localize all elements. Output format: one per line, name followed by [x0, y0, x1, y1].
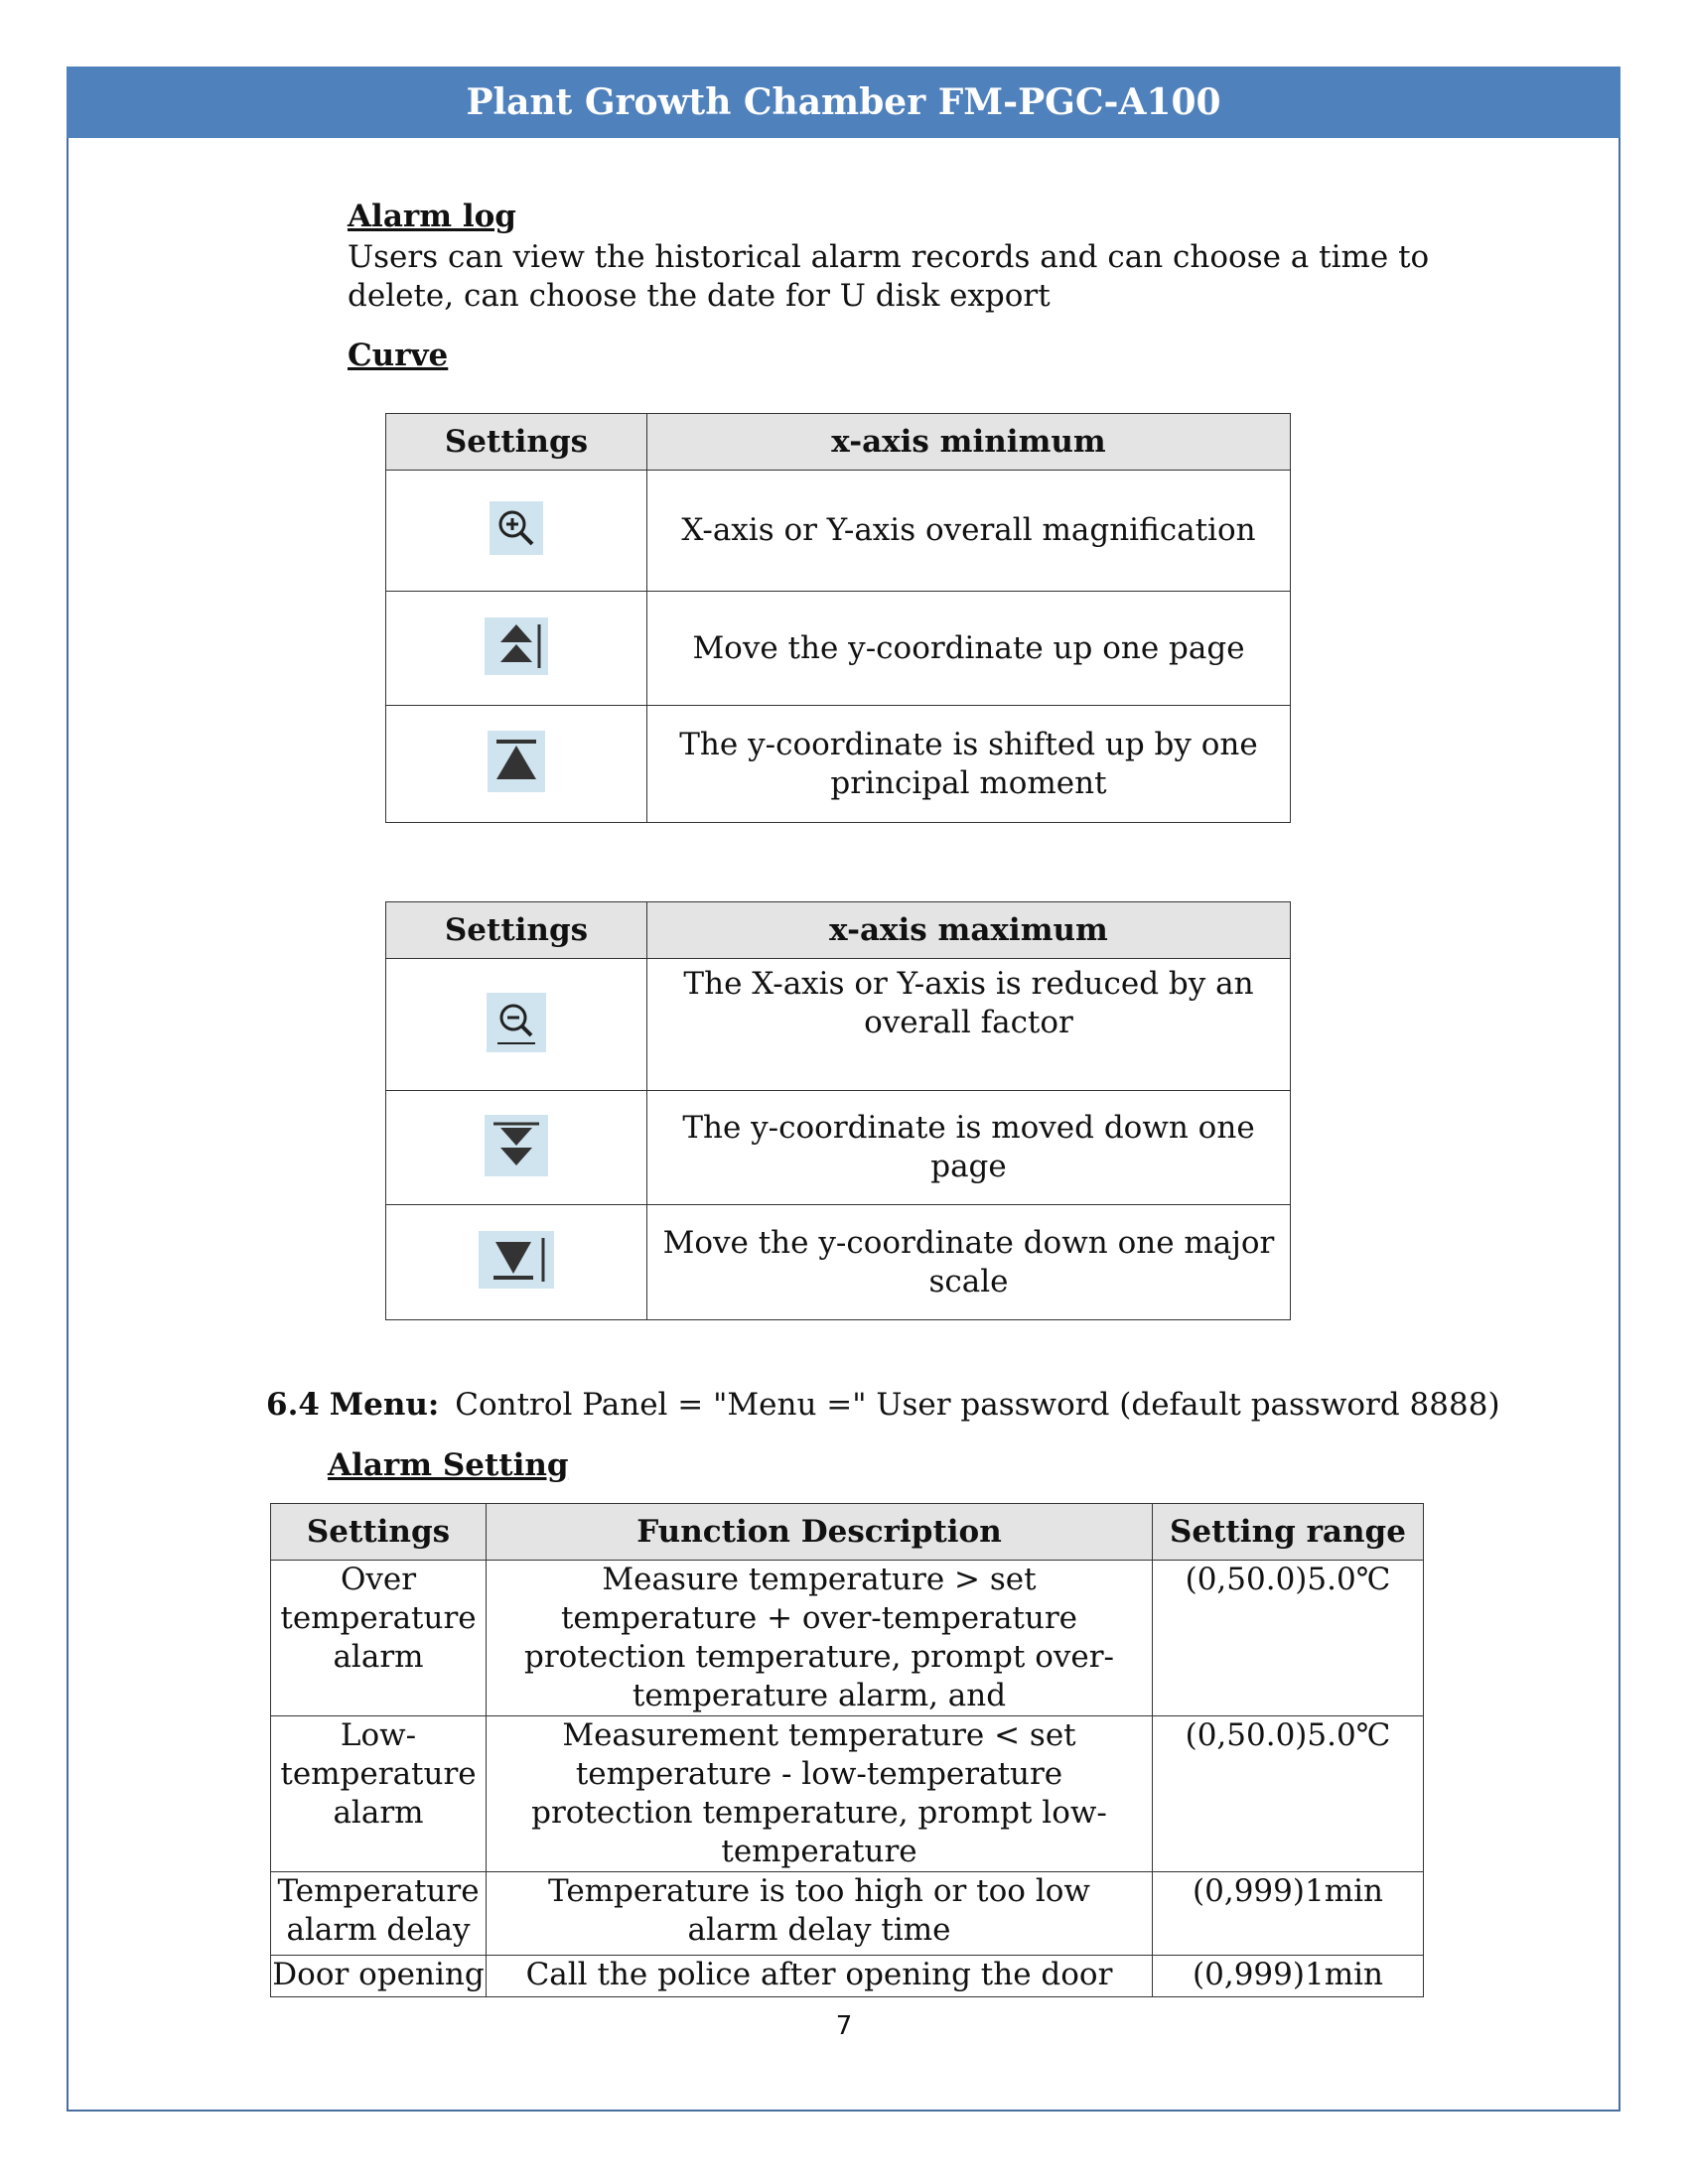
- table-row: [271, 1561, 1424, 1716]
- row-description: The y-coordinate is shifted up by one principal moment: [647, 706, 1291, 823]
- table-row: [386, 959, 1291, 1091]
- table-row: [271, 1872, 1424, 1956]
- setting-range: (0,999)1min: [1153, 1872, 1424, 1956]
- function-description: Measure temperature > set temperature + over-temperature protection temperature, prompt over-temperature alarm, and: [487, 1561, 1153, 1716]
- up-to-top-icon: [488, 731, 545, 792]
- table-row: [386, 471, 1291, 592]
- function-description: Measurement temperature < set temperature - low-temperature protection temperature, prompt low-temperature: [487, 1716, 1153, 1872]
- page-number: 7: [835, 2011, 853, 2041]
- setting-name: Over temperature alarm: [271, 1561, 487, 1716]
- menu-label: Menu:: [329, 1387, 440, 1423]
- function-description: Call the police after opening the door: [487, 1956, 1153, 1997]
- row-description: The y-coordinate is moved down one page: [647, 1091, 1291, 1205]
- down-to-bottom-icon: [479, 1231, 554, 1289]
- menu-line: [266, 1386, 1500, 1425]
- row-description: X-axis or Y-axis overall magnification: [647, 471, 1291, 592]
- table-header: x-axis maximum: [647, 902, 1291, 959]
- row-description: Move the y-coordinate up one page: [647, 592, 1291, 706]
- table-row: [271, 1956, 1424, 1997]
- table-row: [386, 592, 1291, 706]
- table-header: Settings: [386, 414, 647, 471]
- page-header: Plant Growth Chamber FM-PGC-A100: [67, 67, 1620, 138]
- function-description: Temperature is too high or too low alarm delay time: [487, 1872, 1153, 1956]
- setting-range: (0,999)1min: [1153, 1956, 1424, 1997]
- table-header: Setting range: [1153, 1504, 1424, 1561]
- table-row: [386, 1091, 1291, 1205]
- setting-name: Temperature alarm delay: [271, 1872, 487, 1956]
- section-number: 6.4: [266, 1387, 320, 1423]
- setting-name: Low-temperature alarm: [271, 1716, 487, 1872]
- zoom-out-icon: [487, 993, 546, 1052]
- table-row: [386, 1205, 1291, 1320]
- alarm-setting-table: [270, 1503, 1424, 1997]
- alarm-log-text: Users can view the historical alarm records and can choose a time to delete, can choose the date for U disk export: [348, 239, 1430, 314]
- menu-text: Control Panel = "Menu =" User password (default password 8888): [455, 1387, 1500, 1423]
- setting-range: (0,50.0)5.0℃: [1153, 1561, 1424, 1716]
- table-row: [386, 706, 1291, 823]
- curve-title: Curve: [348, 338, 449, 373]
- setting-range: (0,50.0)5.0℃: [1153, 1716, 1424, 1872]
- double-up-arrow-icon: [485, 617, 548, 675]
- alarm-setting-title: Alarm Setting: [328, 1447, 569, 1483]
- table-header: Settings: [271, 1504, 487, 1561]
- row-description: Move the y-coordinate down one major scale: [647, 1205, 1291, 1320]
- zoom-in-icon: [490, 501, 543, 555]
- table-header: Settings: [386, 902, 647, 959]
- setting-name: Door opening: [271, 1956, 487, 1997]
- table-row: [271, 1716, 1424, 1872]
- table-header: Function Description: [487, 1504, 1153, 1561]
- table-header: x-axis minimum: [647, 414, 1291, 471]
- alarm-log-title: Alarm log: [348, 199, 516, 234]
- double-down-arrow-icon: [485, 1115, 548, 1176]
- curve-table-max: [385, 901, 1291, 1320]
- curve-table-min: [385, 413, 1291, 823]
- row-description: The X-axis or Y-axis is reduced by an overall factor: [647, 959, 1291, 1091]
